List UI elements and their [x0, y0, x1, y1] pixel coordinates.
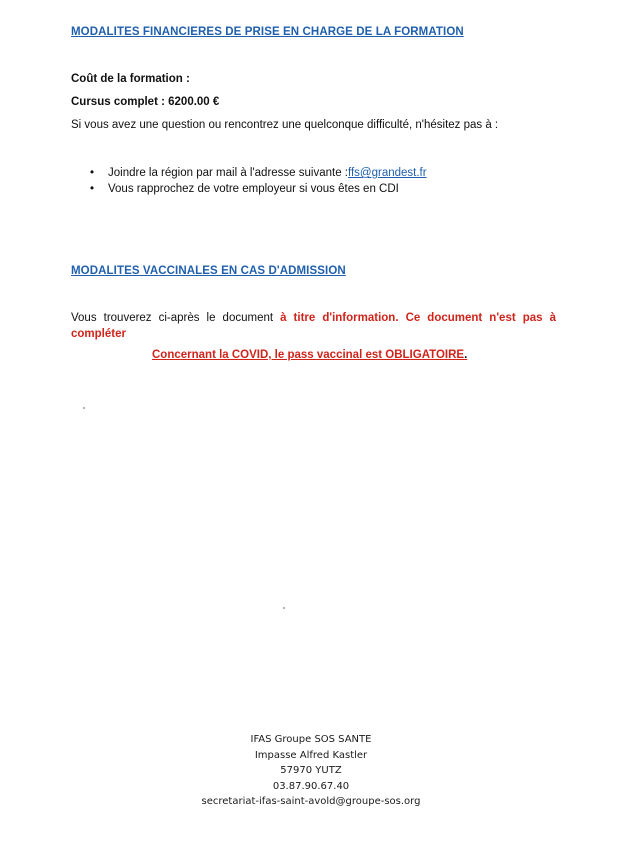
- footer-org: IFAS Groupe SOS SANTE: [250, 734, 372, 745]
- covid-tail: .: [464, 349, 468, 361]
- info-notice: à titre d'information. Ce document n'est pas à compléter: [71, 312, 556, 340]
- bullet-icon: •: [90, 183, 95, 195]
- intro-text: Vous trouverez ci-après le document: [71, 312, 281, 324]
- footer-city: 57970 YUTZ: [280, 765, 342, 776]
- bullet-icon: •: [90, 167, 95, 179]
- footer-email[interactable]: secretariat-ifas-saint-avold@groupe-sos.org: [201, 796, 421, 807]
- bullet-text: Joindre la région par mail à l'adresse suivante :: [108, 167, 348, 179]
- footer-phone: 03.87.90.67.40: [272, 780, 350, 792]
- scan-speck: [83, 407, 85, 409]
- contact-options-list: [90, 165, 427, 197]
- bullet-text: Vous rapprochez de votre employeur si vous êtes en CDI: [108, 183, 399, 195]
- covid-text: Concernant la COVID, le pass vaccinal est OBLIGATOIRE: [152, 349, 465, 361]
- list-item: [90, 165, 427, 181]
- scan-speck: [283, 607, 285, 609]
- region-email-link[interactable]: ffs@grandest.fr: [348, 167, 427, 179]
- footer-address: [0, 732, 622, 810]
- vaccination-heading: MODALITES VACCINALES EN CAS D'ADMISSION: [71, 265, 346, 277]
- cost-label: Coût de la formation :: [71, 73, 190, 85]
- financial-heading: MODALITES FINANCIERES DE PRISE EN CHARGE DE LA FORMATION: [71, 26, 464, 38]
- footer-street: Impasse Alfred Kastler: [254, 749, 368, 761]
- cursus-price: Cursus complet : 6200.00 €: [71, 96, 220, 108]
- covid-notice: [152, 349, 467, 361]
- question-text: Si vous avez une question ou rencontrez une quelconque difficulté, n'hésitez pas à :: [71, 119, 499, 131]
- vaccination-intro: [71, 310, 556, 342]
- list-item: [90, 181, 427, 197]
